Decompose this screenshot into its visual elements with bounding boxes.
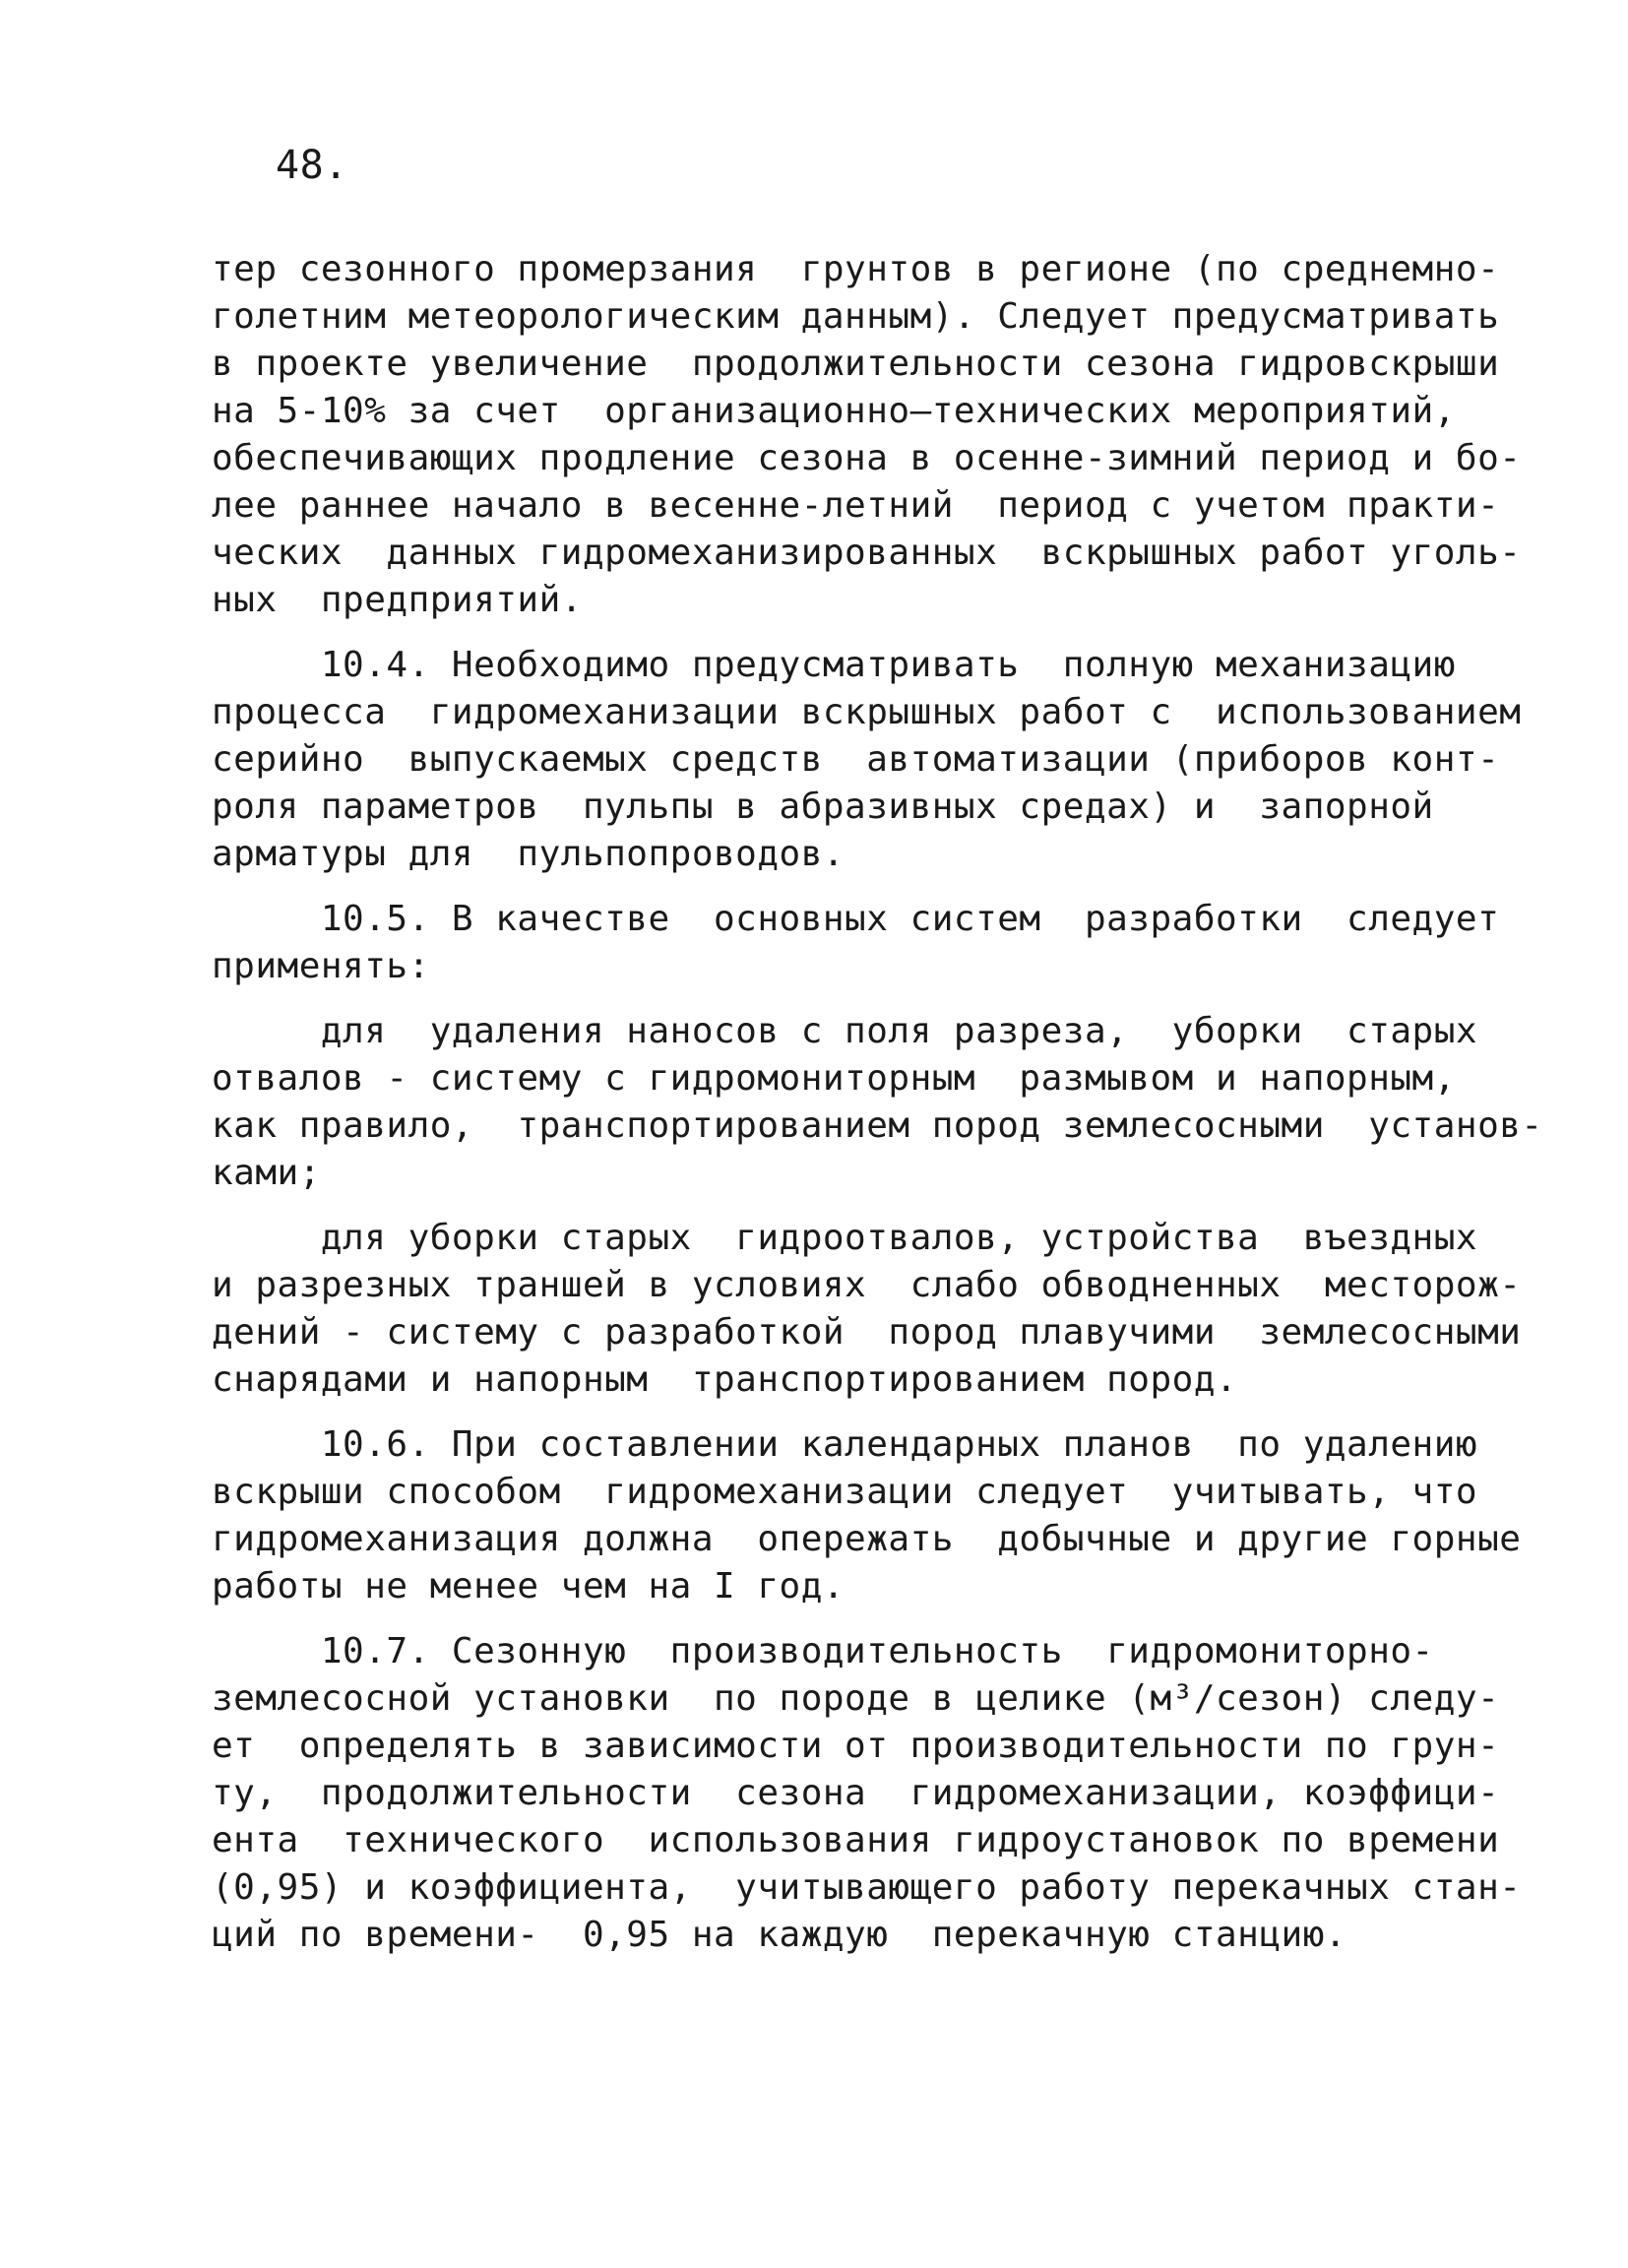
text-line: процесса гидромеханизации вскрышных работ с использованием	[212, 692, 1522, 732]
text-line: 10.6. При составлении календарных планов по удалению	[212, 1424, 1478, 1465]
text-line: обеспечивающих продление сезона в осенне-зимний период и бо-	[212, 438, 1522, 478]
text-line: тер сезонного промерзания грунтов в регионе (по среднемно-	[212, 249, 1500, 289]
text-line: ет определять в зависимости от производительности по грун-	[212, 1726, 1500, 1766]
text-line: в проекте увеличение продолжительности сезона гидровскрыши	[212, 344, 1500, 384]
text-line: (0,95) и коэффициента, учитывающего работу перекачных стан-	[212, 1867, 1522, 1908]
paragraph	[212, 642, 1522, 878]
text-line: ками;	[212, 1153, 321, 1193]
text-line: серийно выпускаемых средств автоматизации (приборов конт-	[212, 739, 1500, 780]
text-line: голетним метеорологическим данным). Следует предусматривать	[212, 296, 1500, 337]
text-line: лее раннее начало в весенне-летний период с учетом практи-	[212, 485, 1500, 526]
text-line: ента технического использования гидроустановок по времени	[212, 1820, 1500, 1860]
body-text	[212, 246, 1543, 1959]
paragraph	[212, 1215, 1522, 1404]
text-line: гидромеханизация должна опережать добычные и другие горные	[212, 1519, 1522, 1559]
paragraph	[212, 246, 1522, 624]
text-line: для удаления наносов с поля разреза, уборки старых	[212, 1011, 1478, 1051]
text-line: дений - систему с разработкой пород плавучими землесосными	[212, 1312, 1522, 1353]
text-line: применять:	[212, 946, 430, 986]
text-line: и разрезных траншей в условиях слабо обводненных месторож-	[212, 1265, 1522, 1305]
paragraph	[212, 896, 1500, 990]
text-line: ту, продолжительности сезона гидромеханизации, коэффици-	[212, 1773, 1500, 1813]
text-line: работы не менее чем на I год.	[212, 1566, 845, 1606]
text-line: 10.7. Сезонную производительность гидромониторно-	[212, 1631, 1434, 1671]
text-line: для уборки старых гидроотвалов, устройства въездных	[212, 1218, 1478, 1258]
text-line: отвалов - систему с гидромониторным размывом и напорным,	[212, 1058, 1456, 1099]
text-line: роля параметров пульпы в абразивных средах) и запорной	[212, 787, 1434, 827]
paragraph	[212, 1628, 1522, 1959]
text-line: снарядами и напорным транспортированием пород.	[212, 1359, 1238, 1400]
page-number: 48.	[276, 143, 348, 188]
text-line: 10.5. В качестве основных систем разработки следует	[212, 899, 1500, 939]
text-line: как правило, транспортированием пород землесосными установ-	[212, 1105, 1543, 1146]
paragraph	[212, 1421, 1522, 1610]
text-line: ческих данных гидромеханизированных вскрышных работ уголь-	[212, 533, 1522, 573]
text-line: землесосной установки по породе в целике (м³/сезон) следу-	[212, 1678, 1500, 1719]
text-line: вскрыши способом гидромеханизации следует учитывать, что	[212, 1472, 1478, 1512]
text-line: ных предприятий.	[212, 580, 583, 620]
text-line: арматуры для пульпопроводов.	[212, 834, 845, 874]
text-line: на 5-10% за счет организационно—технических мероприятий,	[212, 391, 1456, 431]
text-line: ций по времени- 0,95 на каждую перекачную станцию.	[212, 1915, 1347, 1955]
text-line: 10.4. Необходимо предусматривать полную механизацию	[212, 645, 1456, 685]
paragraph	[212, 1008, 1543, 1197]
